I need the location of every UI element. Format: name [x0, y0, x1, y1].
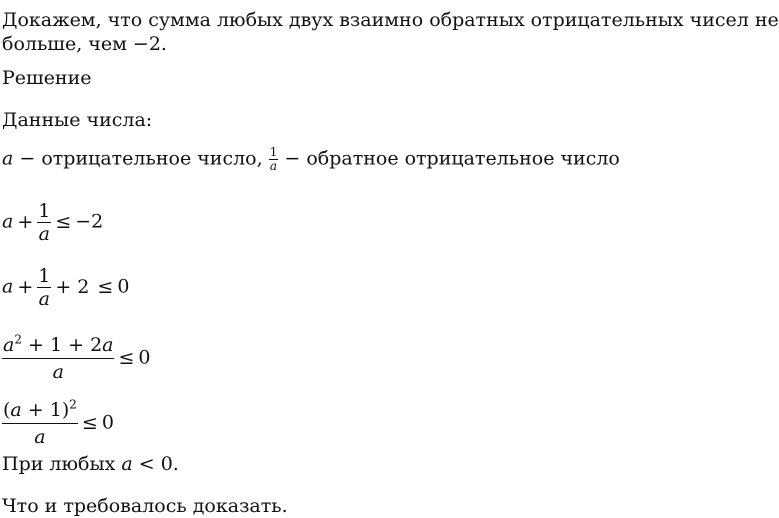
fraction-numerator — [2, 397, 78, 424]
relation: < — [138, 453, 155, 475]
exponent: 2 — [69, 397, 77, 412]
solution-heading: Решение — [2, 67, 92, 89]
inequality-step-2 — [2, 265, 129, 310]
problem-statement-line-1: Докажем, что сумма любых двух взаимно обратных отрицательных чисел не — [2, 9, 779, 31]
rhs: 0 — [101, 411, 114, 434]
given-label: Данные числа: — [2, 109, 153, 131]
var-a: a — [3, 334, 15, 356]
plus-sign: + — [17, 210, 34, 233]
rhs: 0. — [160, 453, 179, 475]
problem-statement-line-2: больше, чем −2. — [2, 33, 167, 55]
conclusion — [2, 452, 179, 476]
fraction — [2, 397, 78, 450]
var-a: a — [2, 275, 14, 298]
fraction-numerator: 1 — [269, 145, 278, 159]
var-a: a — [102, 334, 114, 356]
rhs: −2 — [75, 210, 104, 233]
inequality-step-3 — [2, 332, 151, 385]
fraction — [2, 332, 114, 385]
relation: ≤ — [55, 210, 72, 233]
fraction-denominator: a — [269, 159, 278, 173]
qed: Что и требовалось доказать. — [2, 495, 288, 517]
relation: ≤ — [97, 275, 114, 298]
var-a: a — [2, 210, 14, 233]
fraction — [37, 200, 51, 245]
fraction-denominator: a — [38, 223, 50, 245]
fraction-denominator: a — [38, 288, 50, 310]
fraction-denominator: a — [34, 426, 46, 448]
plus-two: + 2 — [55, 275, 90, 298]
fraction — [37, 265, 51, 310]
var-a: a — [10, 399, 22, 421]
relation: ≤ — [118, 346, 135, 369]
var-a: a — [121, 453, 133, 475]
numerator-rest: + 1 + 2 — [28, 334, 103, 356]
given-text-2: обратное отрицательное число — [306, 147, 620, 170]
conclusion-text: При любых — [2, 453, 116, 475]
plus-sign: + — [17, 275, 34, 298]
dash: − — [284, 147, 301, 170]
fraction-denominator: a — [52, 361, 64, 383]
var-a: a — [2, 147, 14, 170]
exponent: 2 — [14, 332, 22, 347]
fraction-numerator: 1 — [38, 265, 51, 287]
reciprocal-fraction — [269, 146, 279, 173]
fraction-numerator — [2, 332, 114, 359]
inequality-step-4 — [2, 397, 114, 450]
rhs: 0 — [138, 346, 151, 369]
relation: ≤ — [81, 411, 98, 434]
given-line — [2, 146, 620, 173]
numerator-rest: + 1) — [27, 399, 70, 421]
given-text-1: отрицательное число, — [41, 147, 263, 170]
dash: − — [19, 147, 36, 170]
rhs: 0 — [117, 275, 130, 298]
inequality-step-1 — [2, 200, 103, 245]
fraction-numerator: 1 — [38, 200, 51, 222]
open-paren: ( — [3, 399, 11, 421]
